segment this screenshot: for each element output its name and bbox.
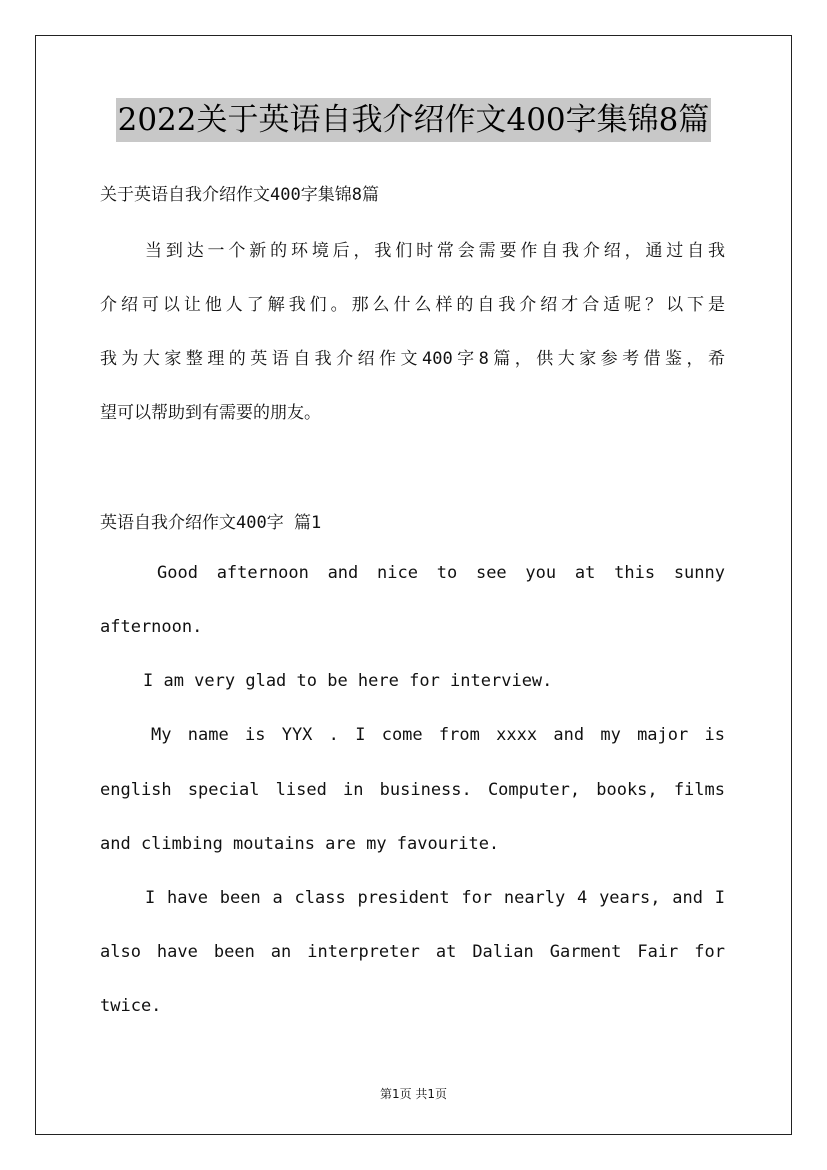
essay-line-2: afternoon. <box>100 617 203 637</box>
essay-line-3: I am very glad to be here for interview. <box>143 671 553 691</box>
intro-line-2: 介绍可以让他人了解我们。那么什么样的自我介绍才合适呢？以下是 <box>100 295 725 315</box>
section-heading: 英语自我介绍作文400字 篇1 <box>100 513 322 533</box>
essay-line-1: Good afternoon and nice to see you at this sunny <box>157 563 725 583</box>
intro-line-3: 我为大家整理的英语自我介绍作文400字8篇，供大家参考借鉴，希 <box>100 349 725 369</box>
essay-line-6: and climbing moutains are my favourite. <box>100 834 500 854</box>
essay-line-4: My name is YYX . I come from xxxx and my major is <box>151 725 725 745</box>
page-number-footer: 第1页 共1页 <box>379 1087 448 1101</box>
essay-line-5: english special lised in business. Computer, books, films <box>100 780 725 800</box>
intro-line-1: 当到达一个新的环境后，我们时常会需要作自我介绍，通过自我 <box>145 241 725 261</box>
title-container <box>0 98 827 142</box>
essay-line-8: also have been an interpreter at Dalian Garment Fair for <box>100 942 725 962</box>
essay-line-7: I have been a class president for nearly 4 years, and I <box>145 888 725 908</box>
document-subtitle: 关于英语自我介绍作文400字集锦8篇 <box>100 185 379 205</box>
document-title: 2022关于英语自我介绍作文400字集锦8篇 <box>116 98 712 142</box>
intro-line-4: 望可以帮助到有需要的朋友。 <box>100 403 321 423</box>
essay-line-9: twice. <box>100 996 162 1016</box>
